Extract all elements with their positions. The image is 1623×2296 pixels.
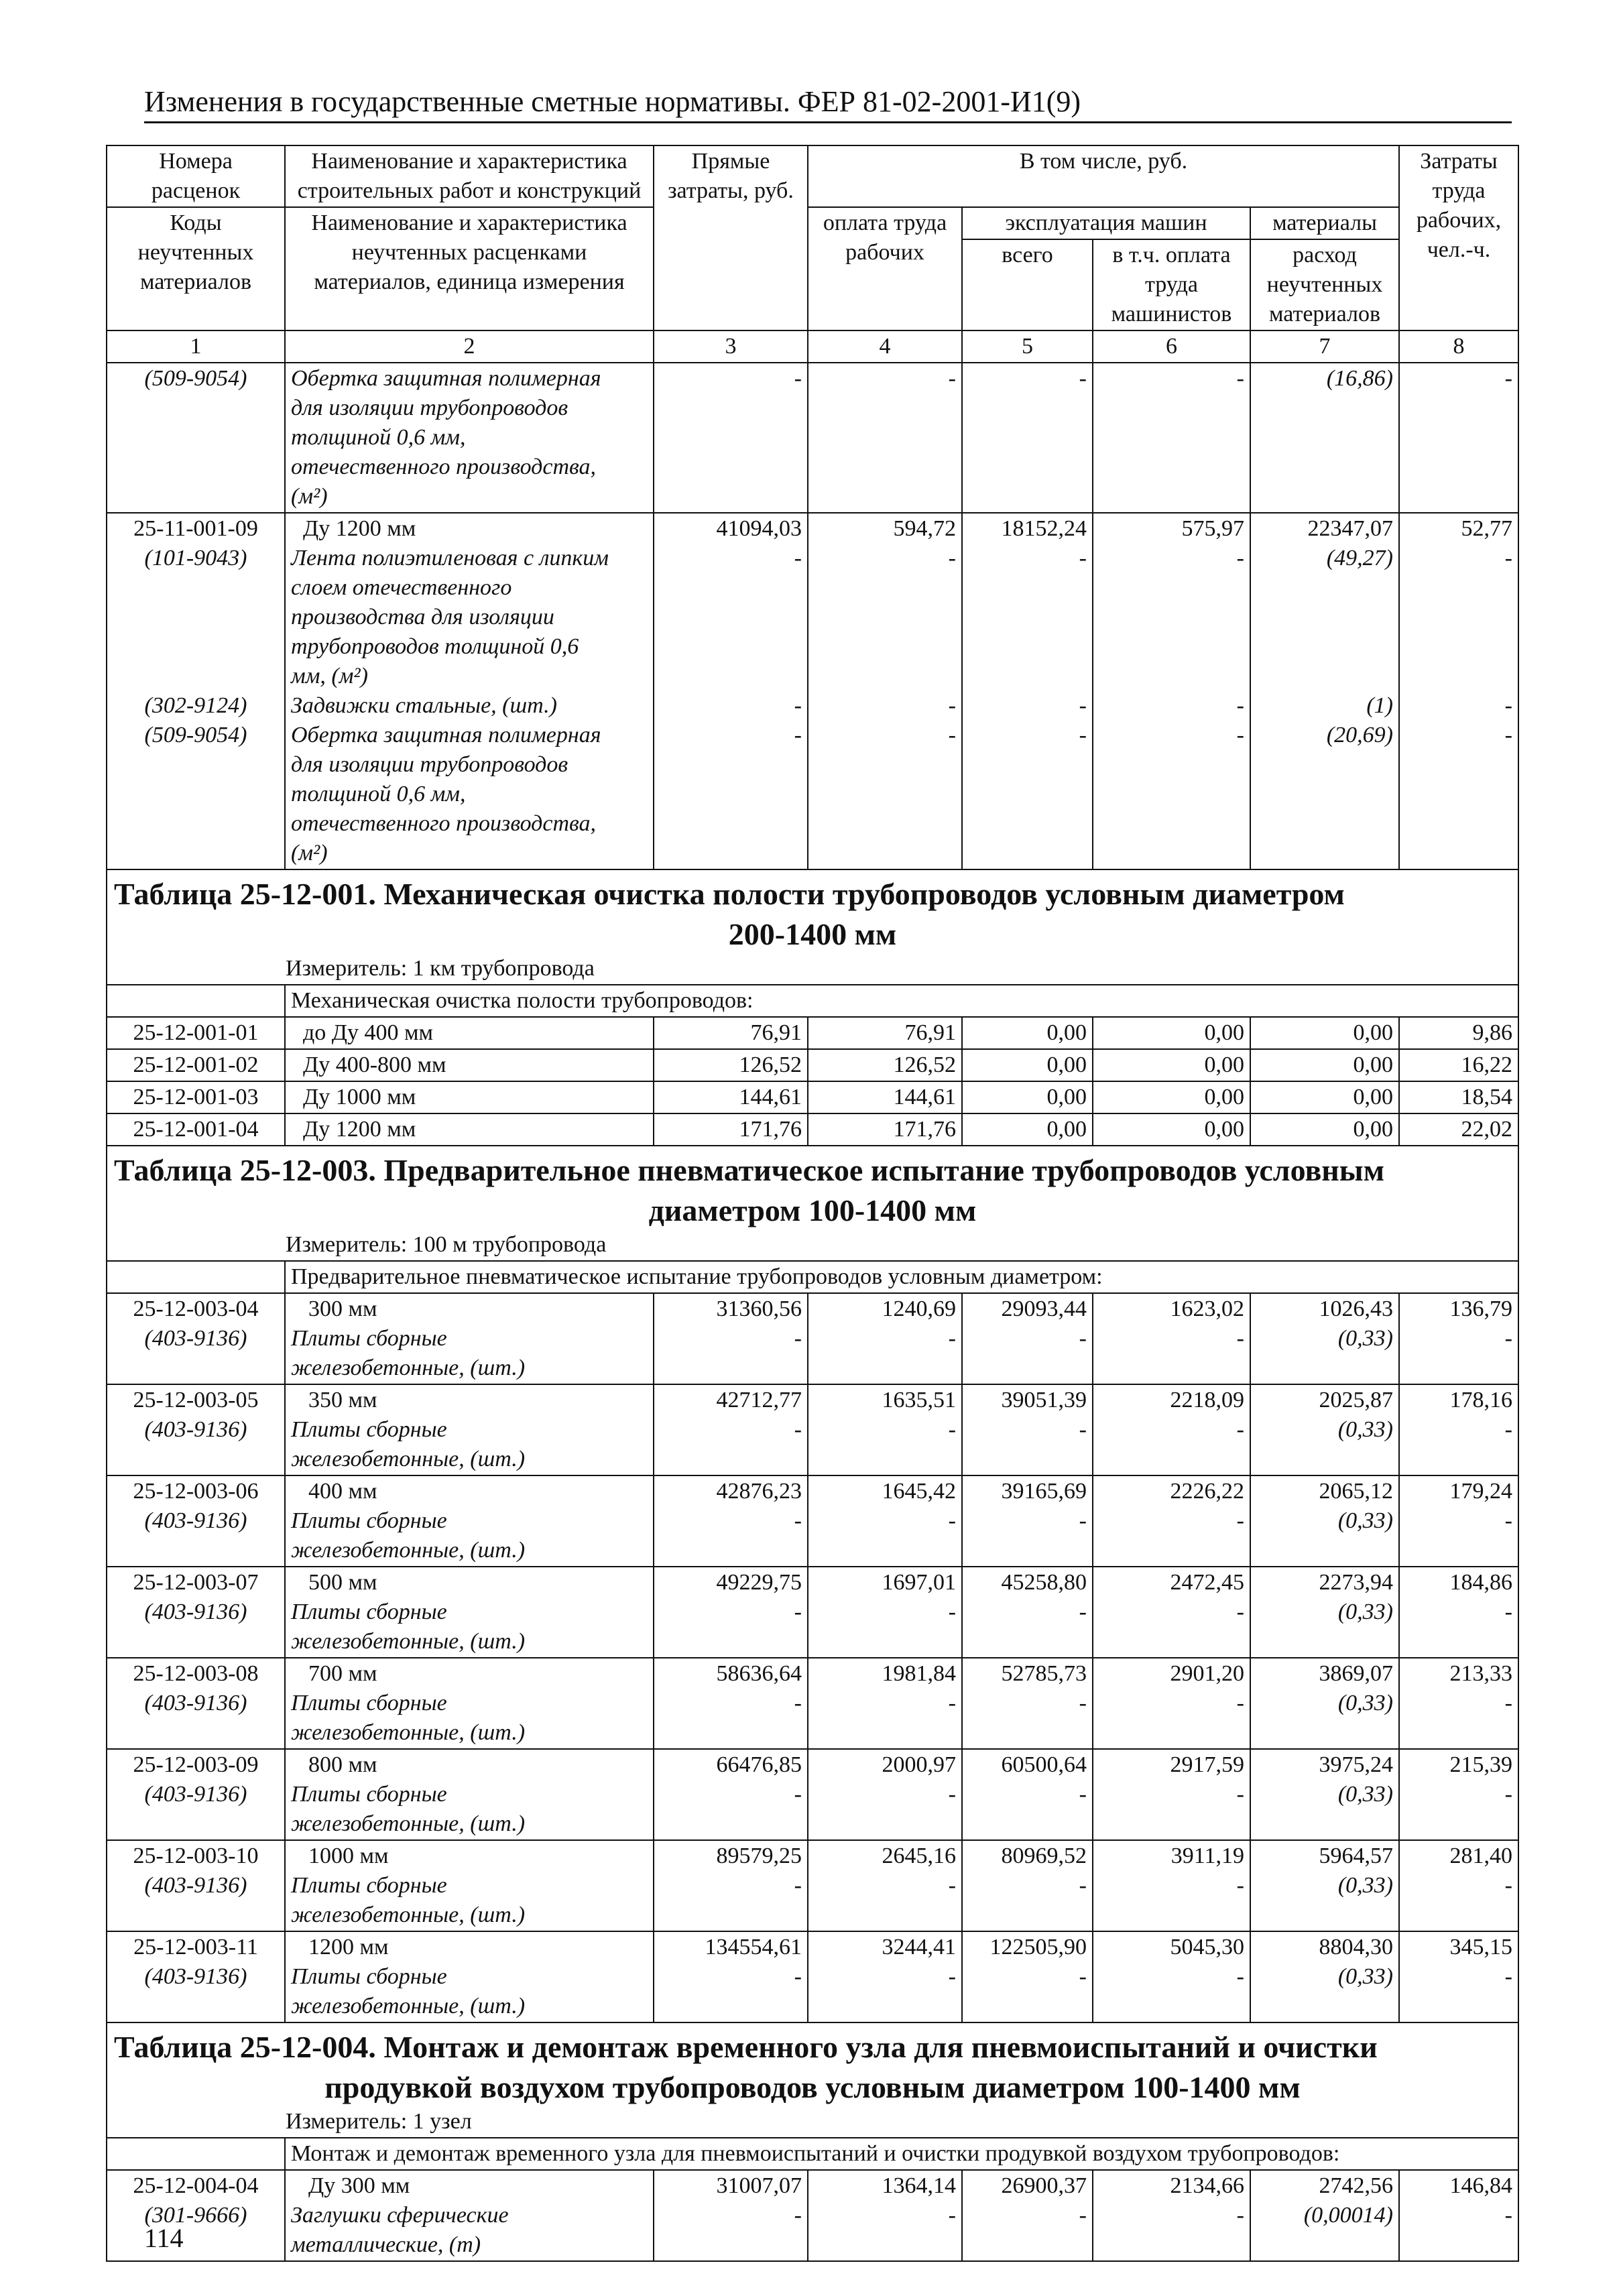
value-cell: 5964,57 (0,33) xyxy=(1250,1840,1399,1931)
measure-unit: Измеритель: 100 м трубопровода xyxy=(286,1232,607,1257)
rate-name-cell: 300 мм Плиты сборные железобетонные, (шт.) xyxy=(285,1293,654,1384)
empty-cell xyxy=(107,2138,285,2170)
table-title-row xyxy=(107,869,1518,985)
table-title-line: Таблица 25-12-001. Механическая очистка полости трубопроводов условным диаметром xyxy=(114,877,1345,911)
value-cell: 60500,64 - xyxy=(962,1749,1093,1840)
material-code: (403-9136) xyxy=(144,1691,247,1715)
value-cell: 2226,22 - xyxy=(1093,1475,1250,1567)
material-code: (302-9124) xyxy=(144,693,247,718)
table-title-line: 200-1400 мм xyxy=(728,917,897,951)
value-cell: 2218,09 - xyxy=(1093,1384,1250,1475)
col-number: 7 xyxy=(1250,330,1399,363)
cell-value: 171,76 xyxy=(654,1113,808,1146)
rate-row xyxy=(107,1017,1518,1049)
cell-value: 144,61 xyxy=(808,1081,962,1113)
rate-code-cell xyxy=(107,2170,285,2261)
rate-name-cell: 1200 мм Плиты сборные железобетонные, (шт.) xyxy=(285,1931,654,2022)
value-cell: 2273,94 (0,33) xyxy=(1250,1567,1399,1658)
col-header-material-name: Наименование и характеристика неучтенных расценками материалов, единица измерения xyxy=(285,207,654,330)
value-cell: 52,77 - - - xyxy=(1399,513,1518,869)
header-row-1 xyxy=(107,145,1518,207)
cell-value: 0,00 xyxy=(1250,1017,1399,1049)
value-cell: 1981,84 - xyxy=(808,1658,962,1749)
col-header-machines-total: всего xyxy=(962,239,1093,330)
rate-code: 25-12-003-10 xyxy=(133,1844,259,1868)
rate-row xyxy=(107,1931,1518,2022)
value-cell: 2000,97 - xyxy=(808,1749,962,1840)
value-cell: 1026,43 (0,33) xyxy=(1250,1293,1399,1384)
value-cell: 179,24 - xyxy=(1399,1475,1518,1567)
value-cell: 39051,39 - xyxy=(962,1384,1093,1475)
cell-value: 171,76 xyxy=(808,1113,962,1146)
cell-value: 144,61 xyxy=(654,1081,808,1113)
value-cell: 1240,69 - xyxy=(808,1293,962,1384)
material-code: (509-9054) xyxy=(144,723,247,747)
rate-name-cell: Ду 300 мм Заглушки сферические металлические, (т) xyxy=(285,2170,654,2261)
subheading: Предварительное пневматическое испытание трубопроводов условным диаметром: xyxy=(285,1261,1518,1293)
cell-value: 76,91 xyxy=(808,1017,962,1049)
rate-code: 25-12-003-07 xyxy=(133,1570,259,1595)
value-cell: 1645,42 - xyxy=(808,1475,962,1567)
table-title-line: Таблица 25-12-003. Предварительное пневматическое испытание трубопроводов условным xyxy=(114,1153,1385,1187)
cell-value: 0,00 xyxy=(962,1017,1093,1049)
material-code: (403-9136) xyxy=(144,1508,247,1533)
rate-name-cell: 800 мм Плиты сборные железобетонные, (шт.) xyxy=(285,1749,654,1840)
value-cell: 2742,56 (0,00014) xyxy=(1250,2170,1399,2261)
rate-code: 25-12-003-05 xyxy=(133,1388,259,1412)
col-number: 3 xyxy=(654,330,808,363)
value-cell: 42712,77 - xyxy=(654,1384,808,1475)
subheading: Механическая очистка полости трубопроводов: xyxy=(285,985,1518,1017)
value-cell: 134554,61 - xyxy=(654,1931,808,2022)
col-header-material-codes: Коды неучтенных материалов xyxy=(107,207,285,330)
rate-code-cell xyxy=(107,1567,285,1658)
value-cell: 42876,23 - xyxy=(654,1475,808,1567)
rate-row xyxy=(107,1567,1518,1658)
rate-code-cell xyxy=(107,1931,285,2022)
material-code: (403-9136) xyxy=(144,1782,247,1807)
rate-name-cell: 400 мм Плиты сборные железобетонные, (шт.) xyxy=(285,1475,654,1567)
subheading-row xyxy=(107,985,1518,1017)
page-number: 114 xyxy=(144,2223,184,2253)
col-header-including: В том числе, руб. xyxy=(808,145,1399,207)
rate-row xyxy=(107,1749,1518,1840)
table-title-line: диаметром 100-1400 мм xyxy=(648,1193,977,1227)
rate-code: 25-12-003-08 xyxy=(133,1661,259,1686)
empty-cell xyxy=(107,1261,285,1293)
value-cell: 594,72 - - - xyxy=(808,513,962,869)
rate-code-cell xyxy=(107,1749,285,1840)
col-header-materials: материалы xyxy=(1250,207,1399,239)
subheading: Монтаж и демонтаж временного узла для пневмоиспытаний и очистки продувкой воздухом трубопроводов: xyxy=(285,2138,1518,2170)
table-title-row xyxy=(107,2022,1518,2138)
rate-name: 300 мм xyxy=(308,1296,377,1321)
value-cell: 122505,90 - xyxy=(962,1931,1093,2022)
material-code: (509-9054) xyxy=(107,363,285,513)
rate-code: 25-12-003-11 xyxy=(133,1935,258,1959)
cell-value: 0,00 xyxy=(962,1049,1093,1081)
rate-code: 25-12-001-03 xyxy=(107,1081,285,1113)
value-cell: 3244,41 - xyxy=(808,1931,962,2022)
value-cell: 31360,56 - xyxy=(654,1293,808,1384)
value-cell: 52785,73 - xyxy=(962,1658,1093,1749)
rate-row xyxy=(107,1293,1518,1384)
rate-code: 25-12-003-09 xyxy=(133,1752,259,1777)
cell-value: - xyxy=(1093,363,1250,513)
value-cell: 80969,52 - xyxy=(962,1840,1093,1931)
value-cell: 3911,19 - xyxy=(1093,1840,1250,1931)
rate-code-cell xyxy=(107,513,285,869)
col-number: 6 xyxy=(1093,330,1250,363)
value-cell: 8804,30 (0,33) xyxy=(1250,1931,1399,2022)
value-cell: 2645,16 - xyxy=(808,1840,962,1931)
cell-value: 126,52 xyxy=(654,1049,808,1081)
rate-code: 25-12-004-04 xyxy=(133,2173,259,2198)
table-title xyxy=(107,1146,1518,1261)
value-cell: 184,86 - xyxy=(1399,1567,1518,1658)
value-cell: 2901,20 - xyxy=(1093,1658,1250,1749)
value-cell: 49229,75 - xyxy=(654,1567,808,1658)
value-cell: 213,33 - xyxy=(1399,1658,1518,1749)
value-cell: 2472,45 - xyxy=(1093,1567,1250,1658)
material-code: (403-9136) xyxy=(144,1599,247,1624)
value-cell: 2134,66 - xyxy=(1093,2170,1250,2261)
rate-name: Ду 1200 мм xyxy=(285,1113,654,1146)
col-header-rate-numbers: Номера расценок xyxy=(107,145,285,207)
col-header-direct-costs: Прямые затраты, руб. xyxy=(654,145,808,330)
rate-code-cell xyxy=(107,1840,285,1931)
value-cell: 58636,64 - xyxy=(654,1658,808,1749)
page-header: Изменения в государственные сметные нормативы. ФЕР 81-02-2001-И1(9) xyxy=(144,84,1512,123)
rate-code: 25-12-003-06 xyxy=(133,1479,259,1504)
cell-value: 0,00 xyxy=(1250,1113,1399,1146)
material-code: (301-9666) xyxy=(144,2203,247,2228)
value-cell: 89579,25 - xyxy=(654,1840,808,1931)
cell-value: 16,22 xyxy=(1399,1049,1518,1081)
material-name: Обертка защитная полимерная для изоляции трубопроводов толщиной 0,6 мм, отечественного производства, (м²) xyxy=(285,363,654,513)
value-cell: 2917,59 - xyxy=(1093,1749,1250,1840)
rate-row xyxy=(107,1658,1518,1749)
value-cell: 281,40 - xyxy=(1399,1840,1518,1931)
rate-row xyxy=(107,1081,1518,1113)
rate-name: Ду 400-800 мм xyxy=(285,1049,654,1081)
rate-code: 25-12-001-02 xyxy=(107,1049,285,1081)
rate-row xyxy=(107,2170,1518,2261)
value-cell: 136,79 - xyxy=(1399,1293,1518,1384)
rate-name-cell: 350 мм Плиты сборные железобетонные, (шт.) xyxy=(285,1384,654,1475)
cell-value: - xyxy=(962,363,1093,513)
rate-name: 800 мм xyxy=(308,1752,377,1777)
value-cell: 1697,01 - xyxy=(808,1567,962,1658)
cell-value: 0,00 xyxy=(1093,1113,1250,1146)
rate-code-cell xyxy=(107,1658,285,1749)
cell-value: 0,00 xyxy=(1250,1049,1399,1081)
cell-value: 0,00 xyxy=(962,1081,1093,1113)
material-code: (101-9043) xyxy=(144,546,247,570)
table-title-line: продувкой воздухом трубопроводов условным диаметром 100-1400 мм xyxy=(324,2070,1301,2104)
col-header-machines: эксплуатация машин xyxy=(962,207,1250,239)
value-cell: 3869,07 (0,33) xyxy=(1250,1658,1399,1749)
rate-row xyxy=(107,1840,1518,1931)
value-cell: 41094,03 - - - xyxy=(654,513,808,869)
rate-code: 25-11-001-09 xyxy=(133,516,258,541)
value-cell: 66476,85 - xyxy=(654,1749,808,1840)
rates-table xyxy=(106,145,1519,2262)
value-cell: 26900,37 - xyxy=(962,2170,1093,2261)
rate-row xyxy=(107,1113,1518,1146)
col-header-worker-pay: оплата труда рабочих xyxy=(808,207,962,330)
value-cell: 575,97 - - - xyxy=(1093,513,1250,869)
cell-value: - xyxy=(808,363,962,513)
value-cell: 2065,12 (0,33) xyxy=(1250,1475,1399,1567)
value-cell: 18152,24 - - - xyxy=(962,513,1093,869)
material-code: (403-9136) xyxy=(144,1417,247,1442)
col-number: 2 xyxy=(285,330,654,363)
rate-name: Ду 1200 мм xyxy=(303,516,416,541)
cell-value: - xyxy=(1399,363,1518,513)
rate-row xyxy=(107,513,1518,869)
value-cell: 1623,02 - xyxy=(1093,1293,1250,1384)
cell-value: 0,00 xyxy=(962,1113,1093,1146)
material-code: (403-9136) xyxy=(144,1964,247,1989)
subheading-row xyxy=(107,2138,1518,2170)
cell-value: 0,00 xyxy=(1093,1081,1250,1113)
column-numbers-row xyxy=(107,330,1518,363)
rate-name-cell: 700 мм Плиты сборные железобетонные, (шт.) xyxy=(285,1658,654,1749)
col-number: 8 xyxy=(1399,330,1518,363)
measure-unit: Измеритель: 1 км трубопровода xyxy=(286,956,595,981)
value-cell: 1364,14 - xyxy=(808,2170,962,2261)
rate-name-cell: 1000 мм Плиты сборные железобетонные, (шт.) xyxy=(285,1840,654,1931)
material-code: (403-9136) xyxy=(144,1326,247,1351)
value-cell: 5045,30 - xyxy=(1093,1931,1250,2022)
rate-name: Ду 300 мм xyxy=(308,2173,410,2198)
cell-value: 9,86 xyxy=(1399,1017,1518,1049)
value-cell: 31007,07 - xyxy=(654,2170,808,2261)
value-cell: 215,39 - xyxy=(1399,1749,1518,1840)
rate-name: 500 мм xyxy=(308,1570,377,1595)
material-row xyxy=(107,363,1518,513)
table-title-row xyxy=(107,1146,1518,1261)
value-cell: 1635,51 - xyxy=(808,1384,962,1475)
rate-code-cell xyxy=(107,1475,285,1567)
subheading-row xyxy=(107,1261,1518,1293)
table-title xyxy=(107,2022,1518,2138)
material-code: (403-9136) xyxy=(144,1873,247,1898)
rate-name-cell: 500 мм Плиты сборные железобетонные, (шт.) xyxy=(285,1567,654,1658)
rate-row xyxy=(107,1384,1518,1475)
cell-value: 0,00 xyxy=(1093,1049,1250,1081)
cell-value: 18,54 xyxy=(1399,1081,1518,1113)
rate-name: 400 мм xyxy=(308,1479,377,1504)
value-cell: 29093,44 - xyxy=(962,1293,1093,1384)
rate-row xyxy=(107,1475,1518,1567)
rate-code: 25-12-003-04 xyxy=(133,1296,259,1321)
empty-cell xyxy=(107,985,285,1017)
col-number: 1 xyxy=(107,330,285,363)
cell-value: - xyxy=(654,363,808,513)
value-cell: 22347,07 (49,27) (1) (20,69) xyxy=(1250,513,1399,869)
rate-name: 700 мм xyxy=(308,1661,377,1686)
rate-row xyxy=(107,1049,1518,1081)
rate-name: 1200 мм xyxy=(308,1935,389,1959)
rate-name: 350 мм xyxy=(308,1388,377,1412)
table-title xyxy=(107,869,1518,985)
value-cell: 2025,87 (0,33) xyxy=(1250,1384,1399,1475)
rate-name: до Ду 400 мм xyxy=(285,1017,654,1049)
value-cell: 45258,80 - xyxy=(962,1567,1093,1658)
rate-code: 25-12-001-01 xyxy=(107,1017,285,1049)
measure-unit: Измеритель: 1 узел xyxy=(286,2109,472,2134)
cell-value: 0,00 xyxy=(1093,1017,1250,1049)
rate-code: 25-12-001-04 xyxy=(107,1113,285,1146)
col-header-labor-costs: Затраты труда рабочих, чел.-ч. xyxy=(1399,145,1518,330)
cell-value: (16,86) xyxy=(1250,363,1399,513)
rate-code-cell xyxy=(107,1384,285,1475)
col-header-work-name: Наименование и характеристика строительных работ и конструкций xyxy=(285,145,654,207)
rate-code-cell xyxy=(107,1293,285,1384)
col-header-machinist-pay: в т.ч. оплата труда машинистов xyxy=(1093,239,1250,330)
col-number: 5 xyxy=(962,330,1093,363)
header-row-2 xyxy=(107,207,1518,239)
value-cell: 178,16 - xyxy=(1399,1384,1518,1475)
cell-value: 22,02 xyxy=(1399,1113,1518,1146)
rate-name-cell: Ду 1200 мм Лента полиэтиленовая с липким слоем отечественного производства для изоляции трубопроводов толщиной 0,6 мм, (м²) Задвижки стальные, (шт.) Обертка защитная полимерная для изоляции трубопроводов толщиной 0,6 мм, отечественного производства, (м²) xyxy=(285,513,654,869)
cell-value: 126,52 xyxy=(808,1049,962,1081)
rate-name: 1000 мм xyxy=(308,1844,389,1868)
value-cell: 3975,24 (0,33) xyxy=(1250,1749,1399,1840)
col-number: 4 xyxy=(808,330,962,363)
cell-value: 76,91 xyxy=(654,1017,808,1049)
value-cell: 39165,69 - xyxy=(962,1475,1093,1567)
table-title-line: Таблица 25-12-004. Монтаж и демонтаж временного узла для пневмоиспытаний и очистки xyxy=(114,2030,1378,2064)
value-cell: 345,15 - xyxy=(1399,1931,1518,2022)
col-header-material-consumption: расход неучтенных материалов xyxy=(1250,239,1399,330)
rate-name: Ду 1000 мм xyxy=(285,1081,654,1113)
cell-value: 0,00 xyxy=(1250,1081,1399,1113)
value-cell: 146,84 - xyxy=(1399,2170,1518,2261)
